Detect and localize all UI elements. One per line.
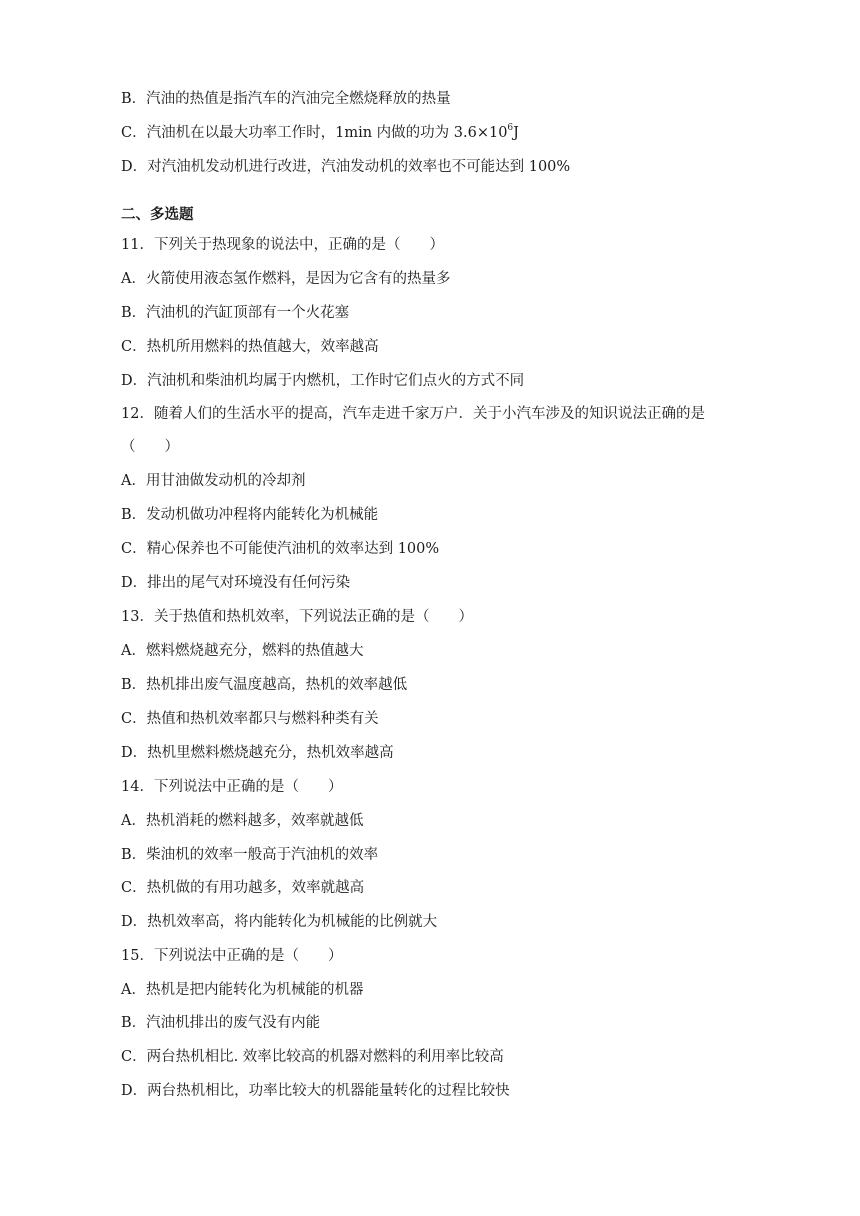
q12-option-a: A．用甘油做发动机的冷却剂: [121, 473, 306, 489]
q15-option-a: A．热机是把内能转化为机械能的机器: [121, 982, 364, 998]
q11-option-c: C．热机所用燃料的热值越大，效率越高: [121, 339, 379, 355]
q14-option-b: B．柴油机的效率一般高于汽油机的效率: [121, 847, 379, 863]
q11-option-d: D．汽油机和柴油机均属于内燃机，工作时它们点火的方式不同: [121, 373, 525, 389]
q10-option-c: [121, 123, 519, 143]
q10-option-c-exponent: 6: [507, 123, 514, 134]
q14-option-a: A．热机消耗的燃料越多，效率就越低: [121, 813, 364, 829]
q10-option-c-unit: J: [513, 125, 519, 141]
q14-option-c: C．热机做的有用功越多，效率就越高: [121, 880, 365, 896]
q11-stem: 11．下列关于热现象的说法中，正确的是（ ）: [121, 237, 444, 253]
q15-option-d: D．两台热机相比，功率比较大的机器能量转化的过程比较快: [121, 1083, 510, 1099]
q14-option-d: D．热机效率高，将内能转化为机械能的比例就大: [121, 914, 438, 930]
q15-option-c: C．两台热机相比. 效率比较高的机器对燃料的利用率比较高: [121, 1049, 504, 1065]
q13-option-b: B．热机排出废气温度越高，热机的效率越低: [121, 677, 408, 693]
q15-option-b: B．汽油机排出的废气没有内能: [121, 1015, 321, 1031]
q14-stem: 14．下列说法中正确的是（ ）: [121, 779, 343, 795]
q10-option-d: D．对汽油机发动机进行改进，汽油发动机的效率也不可能达到 100%: [121, 159, 571, 175]
q13-stem: 13．关于热值和热机效率，下列说法正确的是（ ）: [121, 609, 473, 625]
q13-option-d: D．热机里燃料燃烧越充分，热机效率越高: [121, 745, 394, 761]
q10-option-c-text: C．汽油机在以最大功率工作时，1min 内做的功为 3.6×10: [121, 125, 508, 141]
q11-option-b: B．汽油机的汽缸顶部有一个火花塞: [121, 305, 350, 321]
q12-stem: 12．随着人们的生活水平的提高，汽车走进千家万户．关于小汽车涉及的知识说法正确的是: [121, 406, 705, 422]
q12-stem-continuation: （ ）: [121, 439, 179, 455]
q13-option-c: C．热值和热机效率都只与燃料种类有关: [121, 711, 379, 727]
q12-option-b: B．发动机做功冲程将内能转化为机械能: [121, 507, 379, 523]
q12-option-c: C．精心保养也不可能使汽油机的效率达到 100%: [121, 541, 440, 557]
q11-option-a: A．火箭使用液态氢作燃料，是因为它含有的热量多: [121, 271, 451, 287]
section-title: 二、多选题: [121, 206, 194, 223]
q12-option-d: D．排出的尾气对环境没有任何污染: [121, 575, 351, 591]
q13-option-a: A．燃料燃烧越充分，燃料的热值越大: [121, 643, 364, 659]
q10-option-b: B．汽油的热值是指汽车的汽油完全燃烧释放的热量: [121, 91, 451, 107]
q15-stem: 15．下列说法中正确的是（ ）: [121, 948, 343, 964]
